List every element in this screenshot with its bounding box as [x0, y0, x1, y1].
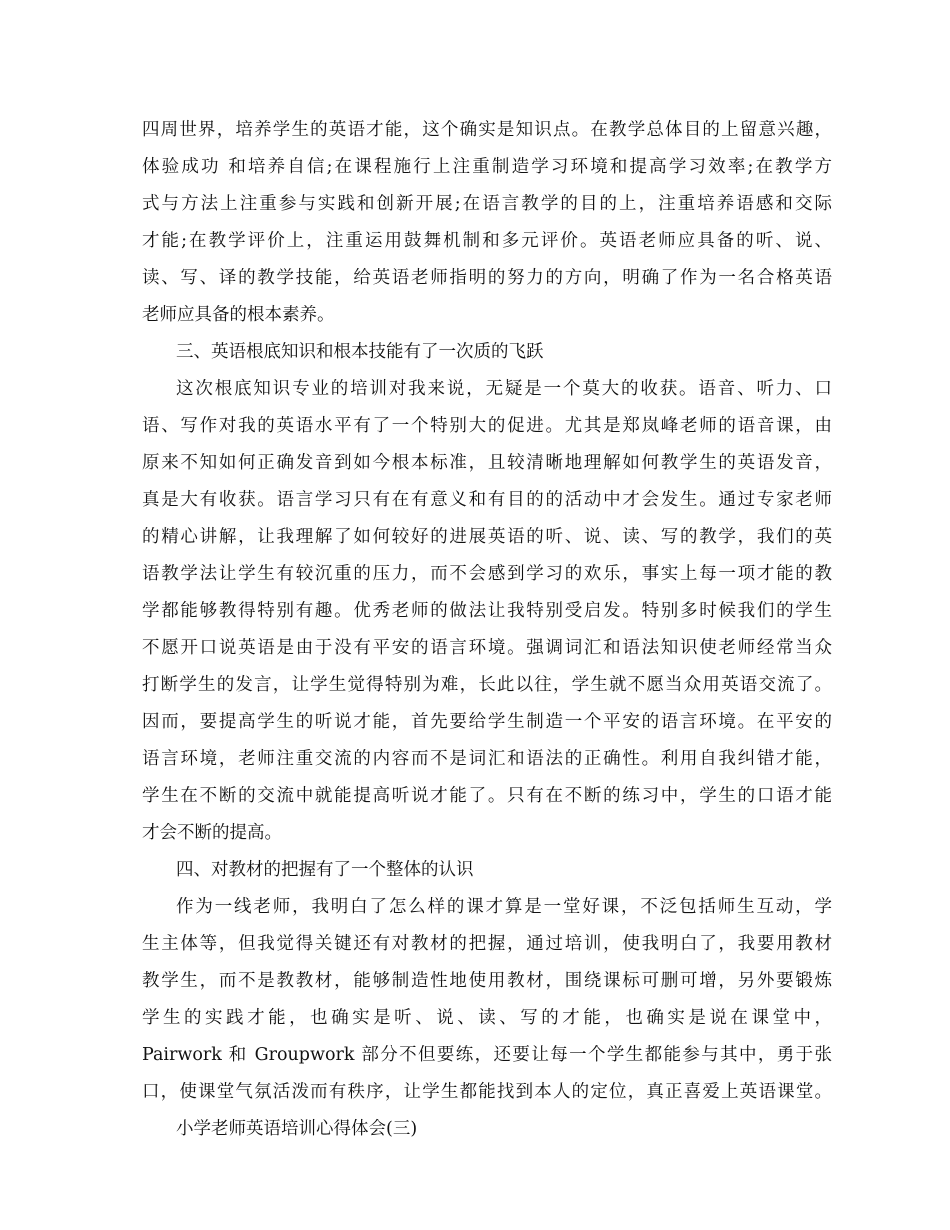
- text-line: 学生在不断的交流中就能提高听说才能了。只有在不断的练习中，学生的口语才能: [142, 786, 832, 806]
- text-line: 四周世界，培养学生的英语才能，这个确实是知识点。在教学总体目的上留意兴趣，: [142, 120, 832, 140]
- text-line: 打断学生的发言，让学生觉得特别为难，长此以往，学生就不愿当众用英语交流了。: [142, 675, 832, 695]
- text-line: 才会不断的提高。: [142, 823, 282, 843]
- text-line: 体验成功 和培养自信;在课程施行上注重制造学习环境和提高学习效率;在教学方: [142, 157, 832, 177]
- text-line: 原来不知如何正确发音到如今根本标准，且较清晰地理解如何教学生的英语发音，: [142, 453, 832, 473]
- text-line: 学都能够教得特别有趣。优秀老师的做法让我特别受启发。特别多时候我们的学生: [142, 601, 832, 621]
- text-line: 学生的实践才能，也确实是听、说、读、写的才能，也确实是说在课堂中，: [142, 1008, 832, 1028]
- text-line: 四、对教材的把握有了一个整体的认识: [176, 860, 474, 880]
- text-line: 口，使课堂气氛活泼而有秩序，让学生都能找到本人的定位，真正喜爱上英语课堂。: [142, 1082, 832, 1102]
- text-line: 语、写作对我的英语水平有了一个特别大的促进。尤其是郑岚峰老师的语音课，由: [142, 416, 832, 436]
- text-line: 读、写、译的教学技能，给英语老师指明的努力的方向，明确了作为一名合格英语: [142, 268, 832, 288]
- document-body: [142, 112, 832, 1148]
- text-line: 教学生，而不是教教材，能够制造性地使用教材，围绕课标可删可增，另外要锻炼: [142, 971, 832, 991]
- text-line: 生主体等，但我觉得关键还有对教材的把握，通过培训，使我明白了，我要用教材: [142, 934, 832, 954]
- text-line: Pairwork 和 Groupwork 部分不但要练，还要让每一个学生都能参与其中，勇于张: [142, 1045, 832, 1065]
- text-line: 式与方法上注重参与实践和创新开展;在语言教学的目的上，注重培养语感和交际: [142, 194, 832, 214]
- text-line: 真是大有收获。语言学习只有在有意义和有目的的活动中才会发生。通过专家老师: [142, 490, 832, 510]
- text-line: 三、英语根底知识和根本技能有了一次质的飞跃: [176, 342, 544, 362]
- text-line: 不愿开口说英语是由于没有平安的语言环境。强调词汇和语法知识使老师经常当众: [142, 638, 832, 658]
- text-line: 才能;在教学评价上，注重运用鼓舞机制和多元评价。英语老师应具备的听、说、: [142, 231, 832, 251]
- text-line: 因而，要提高学生的听说才能，首先要给学生制造一个平安的语言环境。在平安的: [142, 712, 832, 732]
- text-line: 作为一线老师，我明白了怎么样的课才算是一堂好课，不泛包括师生互动，学: [176, 897, 832, 917]
- text-line: 这次根底知识专业的培训对我来说，无疑是一个莫大的收获。语音、听力、口: [176, 379, 832, 399]
- text-line: 老师应具备的根本素养。: [142, 305, 335, 325]
- text-line: 小学老师英语培训心得体会(三): [176, 1119, 418, 1139]
- text-line: 的精心讲解，让我理解了如何较好的进展英语的听、说、读、写的教学，我们的英: [142, 527, 832, 547]
- text-line: 语教学法让学生有较沉重的压力，而不会感到学习的欢乐，事实上每一项才能的教: [142, 564, 832, 584]
- text-line: 语言环境，老师注重交流的内容而不是词汇和语法的正确性。利用自我纠错才能，: [142, 749, 832, 769]
